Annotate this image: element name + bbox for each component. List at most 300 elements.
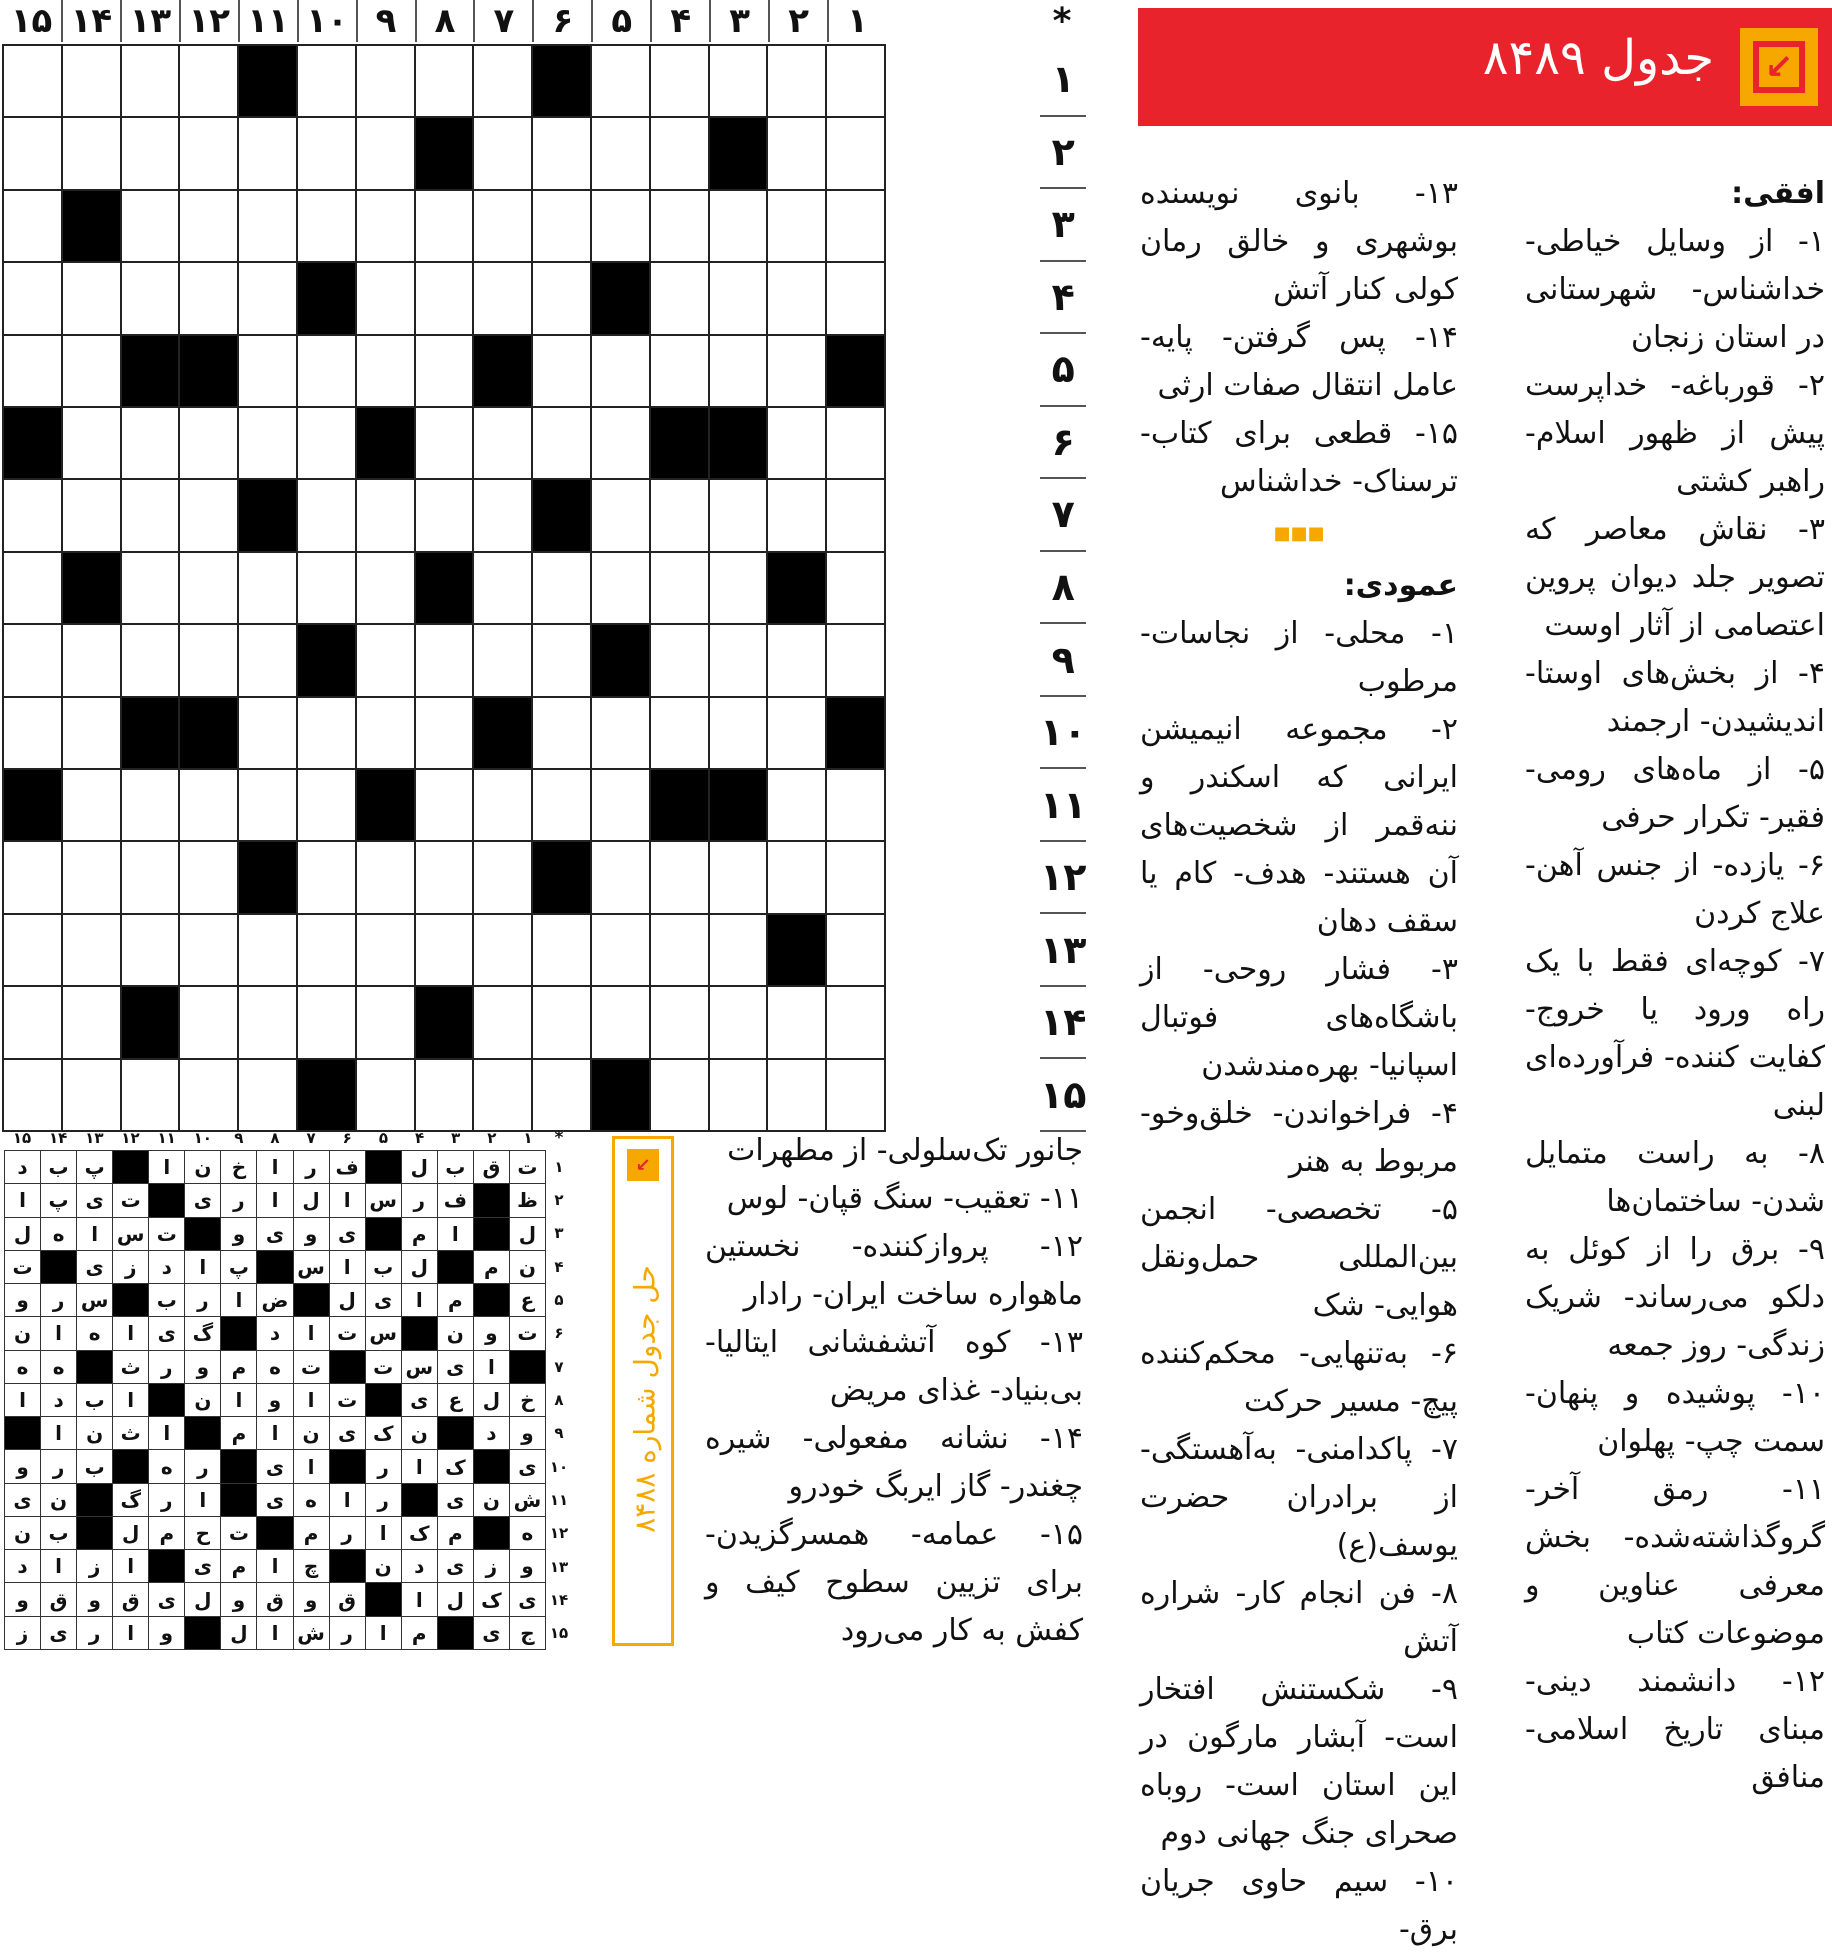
grid-cell[interactable] <box>474 987 533 1059</box>
clue-item: ۸- فن انجام کار- شراره آتش <box>1140 1576 1458 1659</box>
solution-cell: ف <box>330 1151 366 1184</box>
black-cell <box>651 408 710 480</box>
solution-cell: ا <box>402 1284 438 1317</box>
grid-cell[interactable] <box>63 118 122 190</box>
grid-cell[interactable] <box>768 770 827 842</box>
solution-cell: ک <box>366 1417 402 1450</box>
clue-item: ۲- قورباغه- خداپرست پیش از ظهور اسلام- راهبر کشتی <box>1525 368 1825 499</box>
solution-black-cell <box>330 1550 366 1583</box>
solution-cell: و <box>510 1417 546 1450</box>
grid-cell[interactable] <box>298 336 357 408</box>
grid-cell[interactable] <box>239 553 298 625</box>
grid-cell[interactable] <box>768 625 827 697</box>
grid-cell[interactable] <box>298 842 357 914</box>
column-number: ۱۳ <box>120 0 179 42</box>
solution-cell: پ <box>221 1251 257 1284</box>
grid-cell[interactable] <box>474 842 533 914</box>
grid-cell[interactable] <box>239 408 298 480</box>
grid-cell[interactable] <box>298 915 357 987</box>
grid-cell[interactable] <box>4 46 63 118</box>
grid-cell[interactable] <box>357 480 416 552</box>
grid-cell[interactable] <box>4 191 63 263</box>
row-number: ۶ <box>1040 407 1086 480</box>
row-number: ۹ <box>1040 624 1086 697</box>
grid-cell[interactable] <box>4 987 63 1059</box>
grid-cell[interactable] <box>239 770 298 842</box>
solution-row-number: ۱ <box>554 1157 564 1176</box>
grid-cell[interactable] <box>63 263 122 335</box>
solution-cell: ل <box>510 1218 546 1251</box>
solution-row-number: ۸ <box>554 1390 564 1409</box>
grid-cell[interactable] <box>592 987 651 1059</box>
grid-cell[interactable] <box>416 698 475 770</box>
solution-cell: ا <box>41 1317 77 1350</box>
grid-cell[interactable] <box>768 408 827 480</box>
grid-cell[interactable] <box>122 553 181 625</box>
grid-cell[interactable] <box>768 1060 827 1132</box>
grid-cell[interactable] <box>827 842 886 914</box>
clue-item: ۳- فشار روحی- از باشگاه‌های فوتبال اسپانیا- بهره‌مندشدن <box>1140 952 1458 1083</box>
solution-cell: گ <box>185 1317 221 1350</box>
grid-cell[interactable] <box>710 987 769 1059</box>
grid-cell[interactable] <box>592 842 651 914</box>
grid-cell[interactable] <box>533 1060 592 1132</box>
column-number: ۱۵ <box>10 1 53 41</box>
grid-cell[interactable] <box>4 698 63 770</box>
grid-cell[interactable] <box>298 46 357 118</box>
solution-column-number: ۵ <box>378 1129 388 1147</box>
solution-cell: ه <box>41 1218 77 1251</box>
grid-cell[interactable] <box>239 336 298 408</box>
black-cell <box>827 336 886 408</box>
grid-cell[interactable] <box>651 625 710 697</box>
grid-cell[interactable] <box>4 915 63 987</box>
clues-right-column <box>1525 170 1825 1802</box>
grid-cell[interactable] <box>474 408 533 480</box>
grid-cell[interactable] <box>122 263 181 335</box>
grid-cell[interactable] <box>651 842 710 914</box>
row-number: ۱۴ <box>1040 987 1086 1060</box>
grid-cell[interactable] <box>357 698 416 770</box>
grid-cell[interactable] <box>416 336 475 408</box>
grid-cell[interactable] <box>180 842 239 914</box>
solution-cell: ن <box>402 1417 438 1450</box>
grid-cell[interactable] <box>122 480 181 552</box>
grid-cell[interactable] <box>357 1060 416 1132</box>
grid-cell[interactable] <box>180 987 239 1059</box>
grid-cell[interactable] <box>827 46 886 118</box>
solution-cell: ل <box>221 1617 257 1650</box>
grid-cell[interactable] <box>533 770 592 842</box>
solution-cell: ع <box>510 1284 546 1317</box>
grid-cell[interactable] <box>239 1060 298 1132</box>
solution-cell: م <box>149 1517 185 1550</box>
grid-cell[interactable] <box>63 336 122 408</box>
grid-cell[interactable] <box>651 1060 710 1132</box>
grid-cell[interactable] <box>122 915 181 987</box>
solution-cell: ی <box>402 1384 438 1417</box>
grid-cell[interactable] <box>827 553 886 625</box>
black-cell <box>298 1060 357 1132</box>
grid-cell[interactable] <box>63 625 122 697</box>
solution-cell: س <box>366 1184 402 1217</box>
grid-cell[interactable] <box>533 698 592 770</box>
solution-cell: و <box>294 1218 330 1251</box>
grid-cell[interactable] <box>122 1060 181 1132</box>
solution-cell: ه <box>77 1317 113 1350</box>
clue-item: ۴- از بخش‌های اوستا- اندیشیدن- ارجمند <box>1525 656 1825 739</box>
solution-cell: ر <box>185 1450 221 1483</box>
column-number: ۴ <box>650 0 709 42</box>
grid-cell[interactable] <box>298 118 357 190</box>
column-number: ۱۲ <box>179 0 238 42</box>
grid-cell[interactable] <box>768 263 827 335</box>
grid-cell[interactable] <box>416 263 475 335</box>
grid-cell[interactable] <box>4 263 63 335</box>
grid-cell[interactable] <box>298 698 357 770</box>
grid-cell[interactable] <box>4 1060 63 1132</box>
solution-cell: ن <box>185 1384 221 1417</box>
grid-cell[interactable] <box>768 698 827 770</box>
grid-cell[interactable] <box>651 46 710 118</box>
grid-cell[interactable] <box>298 987 357 1059</box>
solution-cell: ا <box>257 1184 293 1217</box>
grid-cell[interactable] <box>827 915 886 987</box>
solution-cell: گ <box>113 1484 149 1517</box>
solution-cell: ی <box>510 1450 546 1483</box>
grid-cell[interactable] <box>533 191 592 263</box>
grid-cell[interactable] <box>239 987 298 1059</box>
clue-item: ۱۵- عمامه- همسرگزیدن- برای تزیین سطوح کیف و کفش به کار می‌رود <box>705 1517 1083 1648</box>
solution-black-cell <box>474 1517 510 1550</box>
grid-cell[interactable] <box>416 915 475 987</box>
grid-cell[interactable] <box>592 118 651 190</box>
column-number: ۲ <box>768 0 827 42</box>
solution-cell: س <box>294 1251 330 1284</box>
solution-cell: ی <box>185 1550 221 1583</box>
clue-item: ۱۲- دانشمند دینی- مبنای تاریخ اسلامی- منافق <box>1525 1664 1825 1795</box>
solution-cell: ا <box>294 1384 330 1417</box>
black-cell <box>474 336 533 408</box>
solution-title: حل جدول شماره ۸۴۸۸ <box>628 1265 662 1533</box>
grid-cell[interactable] <box>63 46 122 118</box>
solution-cell: ا <box>257 1550 293 1583</box>
grid-cell[interactable] <box>180 480 239 552</box>
grid-cell[interactable] <box>474 480 533 552</box>
grid-cell[interactable] <box>298 553 357 625</box>
grid-cell[interactable] <box>533 553 592 625</box>
grid-cell[interactable] <box>357 118 416 190</box>
grid-cell[interactable] <box>651 553 710 625</box>
grid-cell[interactable] <box>592 770 651 842</box>
grid-cell[interactable] <box>122 625 181 697</box>
grid-cell[interactable] <box>768 842 827 914</box>
solution-cell: ق <box>113 1583 149 1616</box>
solution-cell: ج <box>510 1617 546 1650</box>
grid-cell[interactable] <box>416 480 475 552</box>
solution-cell: ت <box>510 1151 546 1184</box>
solution-cell: ن <box>474 1484 510 1517</box>
clue-item: ۱۳- کوه آتشفشانی ایتالیا- بی‌بنیاد- غذای مریض <box>705 1325 1083 1408</box>
grid-cell[interactable] <box>180 770 239 842</box>
grid-cell[interactable] <box>122 118 181 190</box>
grid-cell[interactable] <box>180 915 239 987</box>
grid-cell[interactable] <box>710 915 769 987</box>
grid-cell[interactable] <box>180 553 239 625</box>
grid-cell[interactable] <box>651 118 710 190</box>
grid-cell[interactable] <box>710 698 769 770</box>
grid-cell[interactable] <box>533 408 592 480</box>
grid-cell[interactable] <box>710 842 769 914</box>
black-cell <box>651 770 710 842</box>
solution-cell: ی <box>41 1617 77 1650</box>
grid-cell[interactable] <box>357 336 416 408</box>
grid-cell[interactable] <box>416 191 475 263</box>
grid-cell[interactable] <box>827 1060 886 1132</box>
grid-cell[interactable] <box>416 842 475 914</box>
grid-cell[interactable] <box>357 46 416 118</box>
grid-cell[interactable] <box>298 480 357 552</box>
grid-cell[interactable] <box>592 698 651 770</box>
grid-cell[interactable] <box>122 408 181 480</box>
grid-cell[interactable] <box>592 46 651 118</box>
grid-cell[interactable] <box>298 191 357 263</box>
solution-cell: و <box>5 1450 41 1483</box>
grid-cell[interactable] <box>180 118 239 190</box>
grid-cell[interactable] <box>474 770 533 842</box>
grid-cell[interactable] <box>63 1060 122 1132</box>
grid-cell[interactable] <box>827 191 886 263</box>
grid-cell[interactable] <box>533 625 592 697</box>
clue-item: ۶- به‌تنهایی- محکم‌کننده پیچ- مسیر حرکت <box>1140 1336 1458 1419</box>
grid-cell[interactable] <box>357 915 416 987</box>
solution-cell: ب <box>438 1151 474 1184</box>
row-number: ۱۱ <box>1040 769 1086 842</box>
grid-cell[interactable] <box>710 553 769 625</box>
solution-column-number: ۴ <box>414 1129 425 1147</box>
black-cell <box>4 770 63 842</box>
solution-cell: ق <box>41 1583 77 1616</box>
solution-cell: ا <box>5 1184 41 1217</box>
grid-cell[interactable] <box>710 263 769 335</box>
grid-cell[interactable] <box>592 553 651 625</box>
grid-cell[interactable] <box>768 480 827 552</box>
solution-cell: ی <box>257 1450 293 1483</box>
grid-cell[interactable] <box>474 553 533 625</box>
grid-cell[interactable] <box>710 625 769 697</box>
grid-cell[interactable] <box>651 263 710 335</box>
solution-logo-icon: ↙ <box>627 1149 659 1181</box>
grid-cell[interactable] <box>592 336 651 408</box>
grid-cell[interactable] <box>63 842 122 914</box>
grid-cell[interactable] <box>710 336 769 408</box>
solution-cell: ی <box>77 1184 113 1217</box>
solution-cell: ل <box>474 1384 510 1417</box>
grid-cell[interactable] <box>710 480 769 552</box>
solution-row-number: ۹ <box>554 1424 564 1443</box>
grid-cell[interactable] <box>651 191 710 263</box>
grid-cell[interactable] <box>827 408 886 480</box>
row-number: ۲ <box>1040 117 1086 190</box>
solution-cell: ل <box>402 1251 438 1284</box>
black-cell <box>298 263 357 335</box>
grid-cell[interactable] <box>357 625 416 697</box>
grid-cell[interactable] <box>180 191 239 263</box>
grid-cell[interactable] <box>592 480 651 552</box>
grid-cell[interactable] <box>357 263 416 335</box>
solution-cell: ه <box>510 1517 546 1550</box>
grid-cell[interactable] <box>827 480 886 552</box>
solution-column-number: ۶ <box>342 1129 352 1147</box>
solution-cell: ت <box>294 1351 330 1384</box>
grid-cell[interactable] <box>63 770 122 842</box>
grid-cell[interactable] <box>474 46 533 118</box>
grid-cell[interactable] <box>474 263 533 335</box>
column-number: ۷ <box>473 0 532 42</box>
grid-cell[interactable] <box>63 987 122 1059</box>
grid-cell[interactable] <box>768 336 827 408</box>
solution-black-cell <box>77 1351 113 1384</box>
solution-cell: خ <box>510 1384 546 1417</box>
solution-black-cell <box>41 1251 77 1284</box>
grid-cell[interactable] <box>239 263 298 335</box>
grid-cell[interactable] <box>122 770 181 842</box>
grid-cell[interactable] <box>4 553 63 625</box>
grid-cell[interactable] <box>592 408 651 480</box>
grid-cell[interactable] <box>239 698 298 770</box>
solution-cell: ا <box>330 1251 366 1284</box>
grid-cell[interactable] <box>651 336 710 408</box>
grid-cell[interactable] <box>416 625 475 697</box>
solution-column-number: ۱۱ <box>157 1129 176 1147</box>
solution-column-number: ۱۲ <box>121 1129 140 1147</box>
grid-cell[interactable] <box>651 987 710 1059</box>
grid-cell[interactable] <box>416 46 475 118</box>
grid-cell[interactable] <box>239 118 298 190</box>
grid-cell[interactable] <box>533 118 592 190</box>
grid-cell[interactable] <box>474 118 533 190</box>
grid-cell[interactable] <box>416 408 475 480</box>
grid-cell[interactable] <box>533 336 592 408</box>
grid-cell[interactable] <box>4 118 63 190</box>
black-cell <box>122 987 181 1059</box>
grid-cell[interactable] <box>122 842 181 914</box>
black-cell <box>416 553 475 625</box>
grid-cell[interactable] <box>180 46 239 118</box>
grid-cell[interactable] <box>298 770 357 842</box>
solution-cell: ق <box>474 1151 510 1184</box>
grid-cell[interactable] <box>63 408 122 480</box>
solution-cell: ی <box>438 1484 474 1517</box>
solution-black-cell <box>330 1450 366 1483</box>
grid-cell[interactable] <box>63 915 122 987</box>
grid-cell[interactable] <box>298 408 357 480</box>
grid-cell[interactable] <box>474 191 533 263</box>
grid-cell[interactable] <box>4 480 63 552</box>
grid-cell[interactable] <box>180 408 239 480</box>
grid-cell[interactable] <box>122 46 181 118</box>
grid-cell[interactable] <box>239 191 298 263</box>
grid-cell[interactable] <box>827 625 886 697</box>
grid-cell[interactable] <box>357 987 416 1059</box>
grid-cell[interactable] <box>827 987 886 1059</box>
black-cell <box>592 1060 651 1132</box>
grid-cell[interactable] <box>827 118 886 190</box>
grid-cell[interactable] <box>122 191 181 263</box>
column-number: ۱۴ <box>61 0 120 42</box>
grid-cell[interactable] <box>533 263 592 335</box>
grid-cell[interactable] <box>768 191 827 263</box>
solution-cell: ی <box>474 1617 510 1650</box>
solution-cell: ق <box>257 1583 293 1616</box>
solution-cell: ب <box>77 1450 113 1483</box>
grid-cell[interactable] <box>239 915 298 987</box>
solution-column-number: ۸ <box>270 1129 280 1147</box>
grid-cell[interactable] <box>357 842 416 914</box>
grid-cell[interactable] <box>827 770 886 842</box>
grid-cell[interactable] <box>180 263 239 335</box>
grid-cell[interactable] <box>180 1060 239 1132</box>
grid-cell[interactable] <box>592 915 651 987</box>
grid-cell[interactable] <box>4 625 63 697</box>
grid-cell[interactable] <box>768 987 827 1059</box>
grid-cell[interactable] <box>474 625 533 697</box>
solution-cell: ه <box>149 1450 185 1483</box>
solution-column-number: ۱ <box>523 1129 533 1147</box>
grid-cell[interactable] <box>357 553 416 625</box>
solution-black-cell <box>257 1517 293 1550</box>
grid-cell[interactable] <box>416 770 475 842</box>
grid-cell[interactable] <box>592 191 651 263</box>
grid-cell[interactable] <box>710 46 769 118</box>
solution-column-number: ۱۰ <box>193 1129 212 1147</box>
grid-cell[interactable] <box>710 191 769 263</box>
solution-cell: د <box>257 1317 293 1350</box>
solution-cell: ظ <box>510 1184 546 1217</box>
grid-cell[interactable] <box>651 915 710 987</box>
solution-cell: و <box>5 1583 41 1616</box>
grid-cell[interactable] <box>4 842 63 914</box>
grid-cell[interactable] <box>474 1060 533 1132</box>
grid-cell[interactable] <box>827 263 886 335</box>
solution-black-cell <box>113 1284 149 1317</box>
grid-cell[interactable] <box>533 915 592 987</box>
solution-cell: و <box>5 1284 41 1317</box>
solution-cell: م <box>402 1617 438 1650</box>
grid-cell[interactable] <box>63 480 122 552</box>
grid-cell[interactable] <box>180 625 239 697</box>
solution-cell: ی <box>185 1184 221 1217</box>
grid-cell[interactable] <box>474 915 533 987</box>
grid-cell[interactable] <box>239 625 298 697</box>
row-number: ۵ <box>1040 334 1086 407</box>
clue-item: ۷- کوچه‌ای فقط با یک راه ورود یا خروج- کفایت کننده- فرآورده‌ای لبنی <box>1525 944 1825 1123</box>
grid-cell[interactable] <box>710 1060 769 1132</box>
grid-cell[interactable] <box>651 480 710 552</box>
solution-black-cell <box>113 1151 149 1184</box>
grid-cell[interactable] <box>63 698 122 770</box>
solution-row-number: ۱۰ <box>549 1457 569 1476</box>
solution-cell: ا <box>41 1550 77 1583</box>
grid-cell[interactable] <box>416 1060 475 1132</box>
grid-cell[interactable] <box>4 336 63 408</box>
grid-cell[interactable] <box>533 987 592 1059</box>
grid-cell[interactable] <box>768 46 827 118</box>
grid-cell[interactable] <box>357 191 416 263</box>
grid-cell[interactable] <box>768 118 827 190</box>
grid-cell[interactable] <box>651 698 710 770</box>
solution-black-cell <box>221 1450 257 1483</box>
